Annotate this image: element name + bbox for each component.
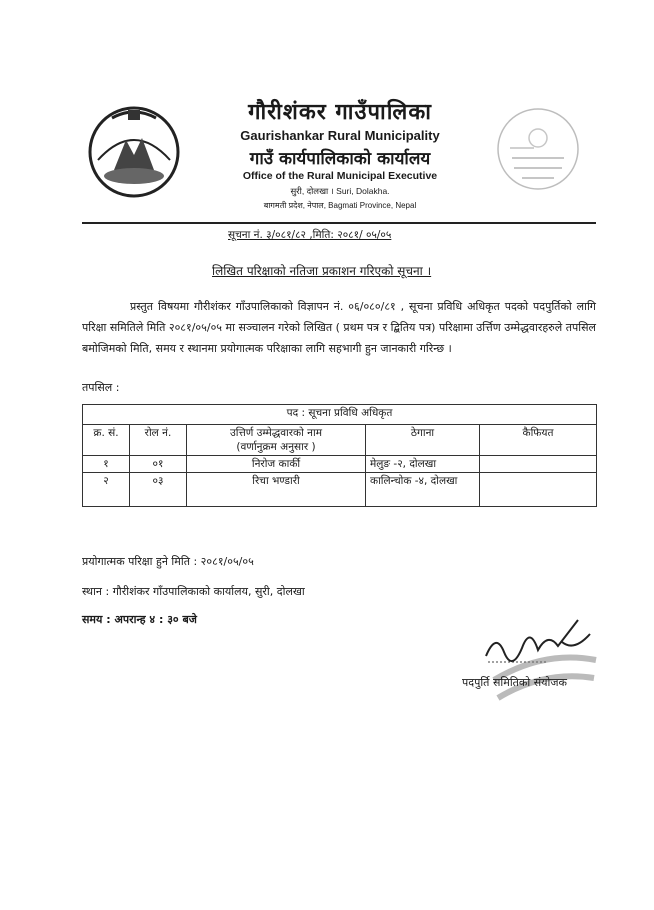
row-address: कालिन्चोक -४, दोलखा xyxy=(366,473,480,507)
header-name-label: उत्तिर्ण उम्मेद्धवारको नाम xyxy=(229,427,323,439)
table-row xyxy=(83,456,597,473)
table-row xyxy=(83,473,597,507)
row-roll: ०१ xyxy=(130,456,187,473)
address-line-2: बागमती प्रदेश, नेपाल, Bagmati Province, Nepal xyxy=(263,201,417,210)
row-remarks xyxy=(480,456,597,473)
signatory-designation: पदपुर्ति समितिको संयोजक xyxy=(462,676,568,689)
notice-body: प्रस्तुत विषयमा गौरीशंकर गाँउपालिकाको विज्ञापन नं. ०६/०८०/८१ , सूचना प्रविधि अधिकृत पदको पदपुर्तिको लागि परिक्षा समितिले मिति २०८१/०५/०५ मा सञ्चालन गरेको लिखित ( प्रथम पत्र र द्बितिय पत्र) परिक्षामा उर्त्तिण उम्मेद्धवारहरुले तपसिल बमोजिमको मिति, समय र स्थानमा प्रयोगात्मक परिक्षाका लागि सहभागी हुन जानकारी गरिन्छ । xyxy=(82,300,596,355)
row-address: मेलुङ -२, दोलखा xyxy=(366,456,480,473)
municipality-title-nepali: गौरीशंकर गाउँपालिका xyxy=(248,100,432,125)
exam-location: स्थान : गौरीशंकर गाँउपालिकाको कार्यालय, सुरी, दोलखा xyxy=(82,585,305,598)
details-label: तपसिल : xyxy=(82,381,120,394)
row-sn: १ xyxy=(83,456,130,473)
post-title: पद : सूचना प्रविधि अधिकृत xyxy=(83,405,597,425)
header-address: ठेगाना xyxy=(366,425,480,456)
exam-time: समय : अपरान्ह ४ : ३० बजे xyxy=(82,613,197,626)
header-roll: रोल नं. xyxy=(130,425,187,456)
row-remarks xyxy=(480,473,597,507)
address-line-1: सुरी, दोलखा । Suri, Dolakha. xyxy=(290,186,390,196)
practical-exam-date: प्रयोगात्मक परिक्षा हुने मिति : २०८१/०५/०५ xyxy=(82,555,254,568)
municipality-title-english: Gaurishankar Rural Municipality xyxy=(240,128,440,143)
office-title-english: Office of the Rural Municipal Executive xyxy=(242,170,438,182)
header-sn: क्र. सं. xyxy=(83,425,130,456)
notice-reference: सूचना नं. ३/०८१/८२ ,मिति: २०८१/ ०५/०५ xyxy=(228,229,392,241)
header-divider xyxy=(82,222,596,224)
office-title-nepali: गाउँ कार्यपालिकाको कार्यालय xyxy=(249,149,431,169)
row-name: निरोज कार्की xyxy=(187,456,366,473)
header-name-note: (वर्णानुक्रम अनुसार ) xyxy=(236,441,316,453)
results-table xyxy=(82,404,597,507)
header-remarks: कैफियत xyxy=(480,425,597,456)
row-name: रिचा भण्डारी xyxy=(187,473,366,507)
header-name xyxy=(187,425,366,456)
table-header-row xyxy=(83,425,597,456)
row-sn: २ xyxy=(83,473,130,507)
row-roll: ०३ xyxy=(130,473,187,507)
notice-subject: लिखित परिक्षाको नतिजा प्रकाशन गरिएको सूचना । xyxy=(212,264,432,278)
